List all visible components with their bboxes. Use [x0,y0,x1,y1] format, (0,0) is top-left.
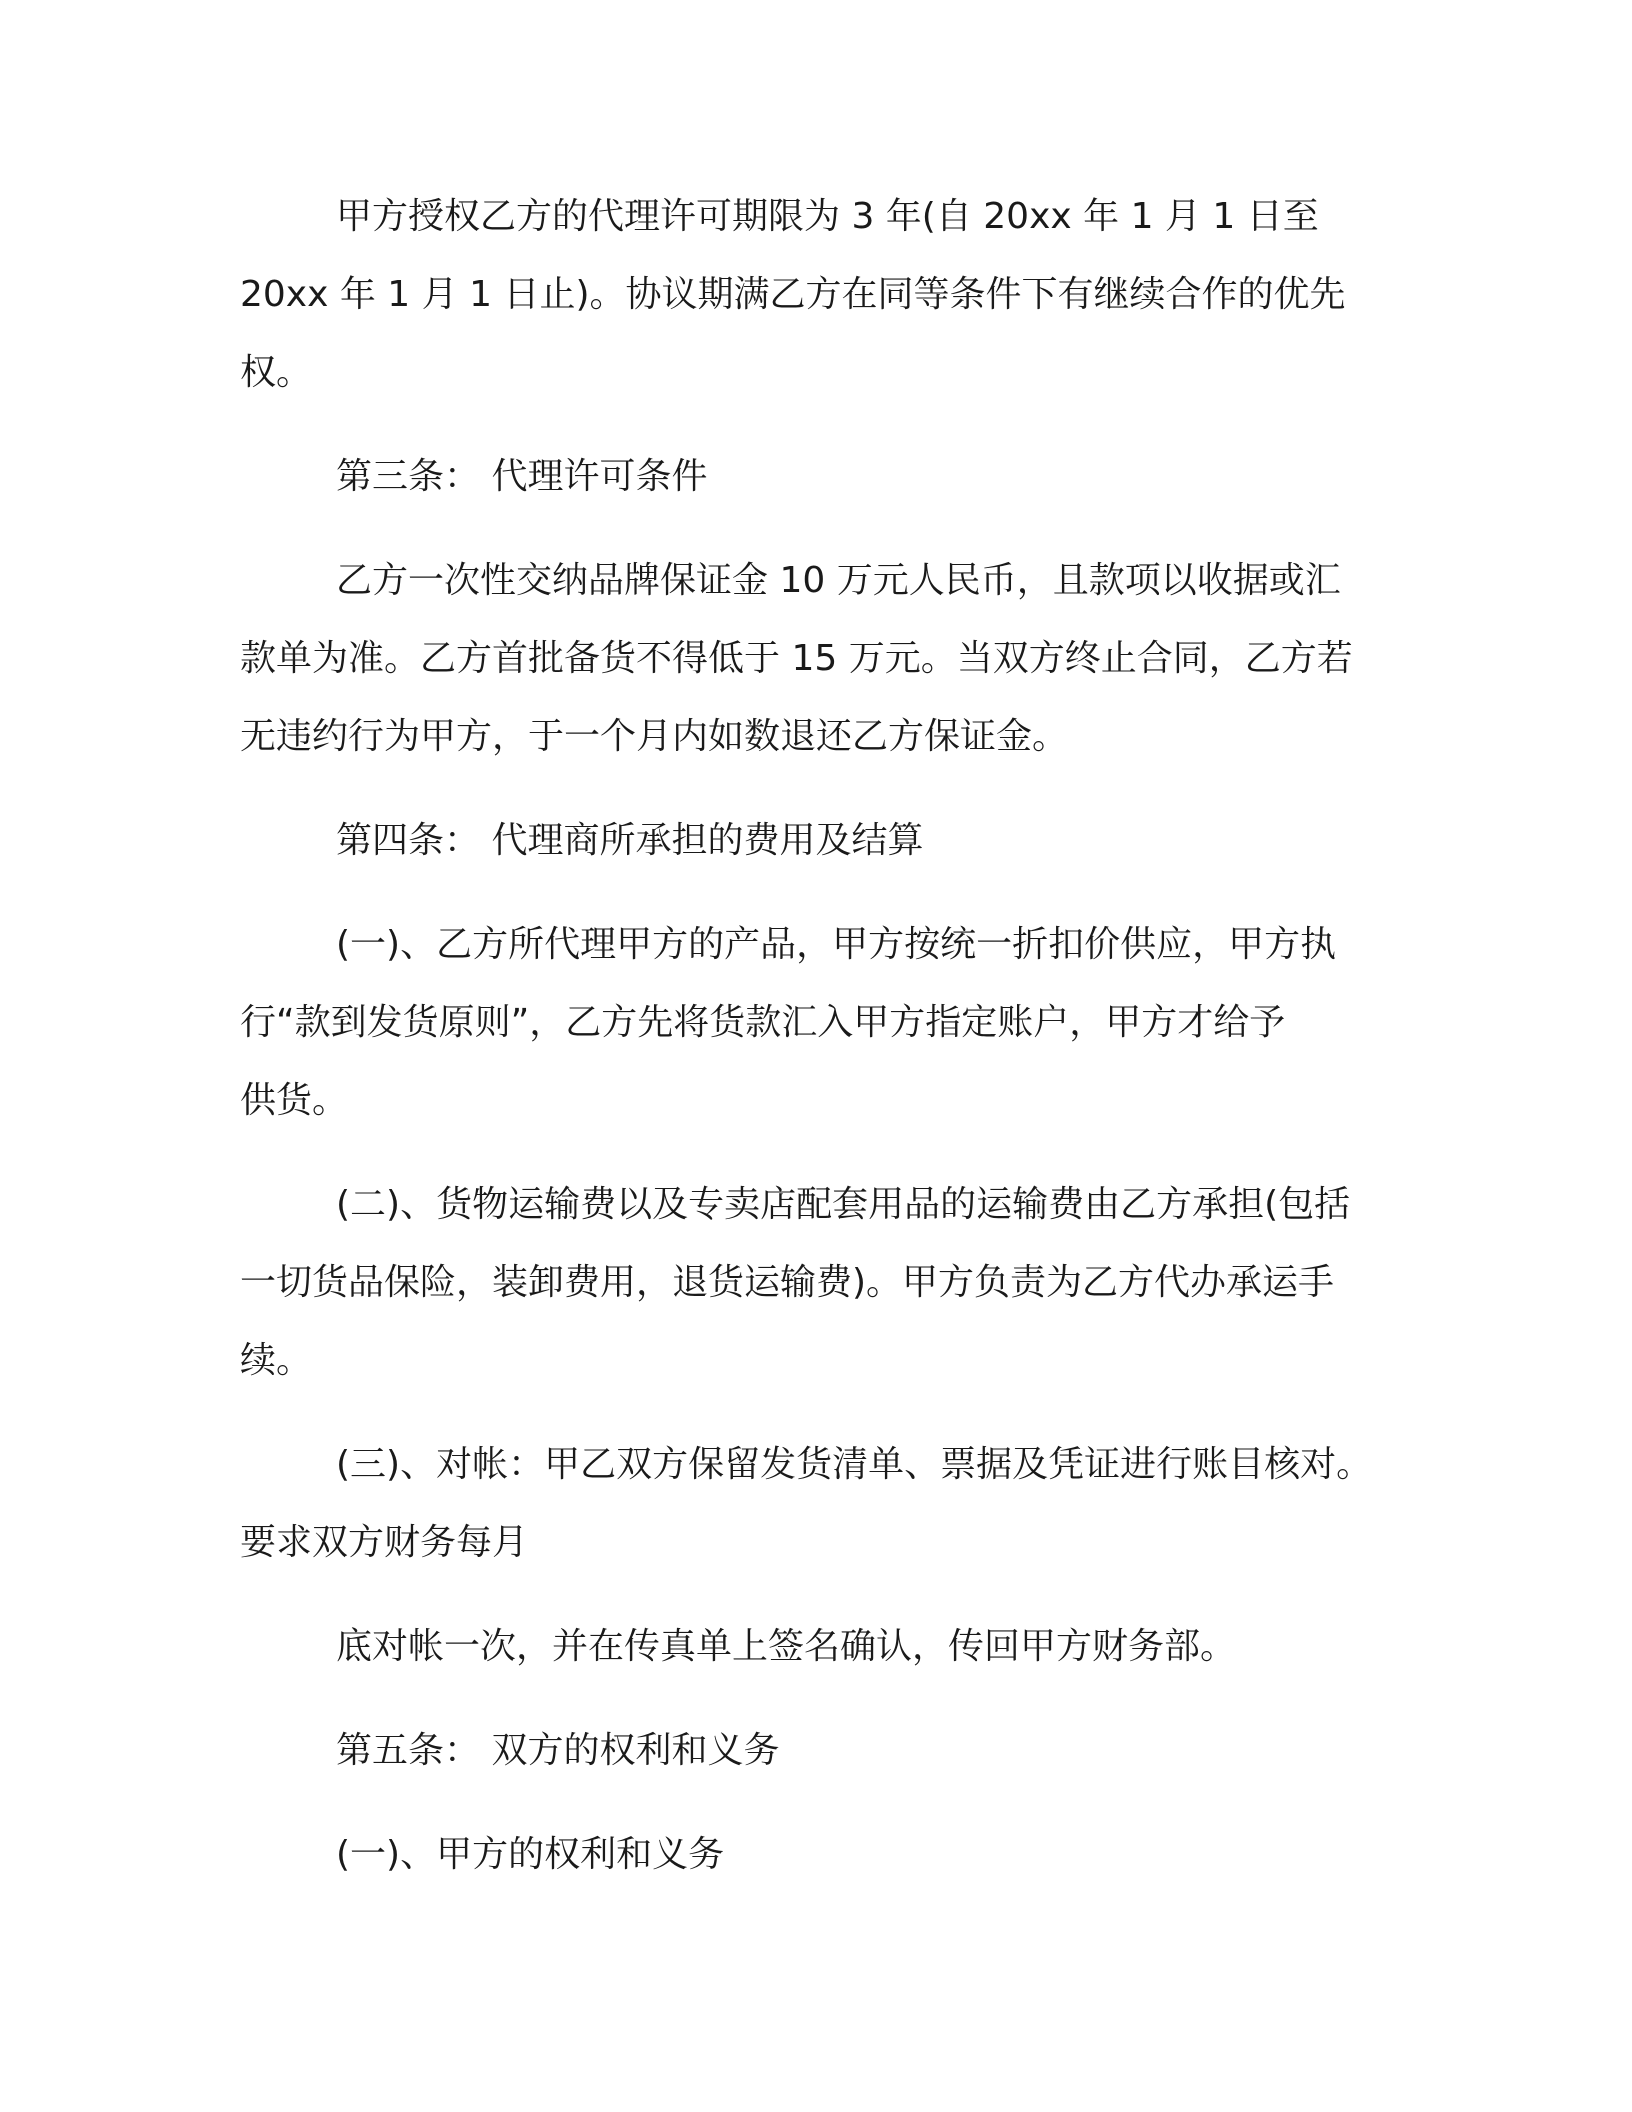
text-line: 底对帐一次，并在传真单上签名确认，传回甲方财务部。 [336,1626,1237,1667]
text-line: 款单为准。乙方首批备货不得低于 15 万元。当双方终止合同，乙方若 [240,638,1353,679]
clause-5-1-heading [240,1816,1400,1894]
heading-text: 第三条： 代理许可条件 [336,456,708,497]
paragraph-deposit [240,542,1400,776]
clause-4-3 [240,1426,1400,1582]
document-body [240,178,1400,1894]
clause-4-3-continued [240,1608,1400,1686]
text-line: 无违约行为甲方，于一个月内如数退还乙方保证金。 [240,716,1069,757]
article-heading-5 [240,1712,1400,1790]
text-line: (三)、对帐：甲乙双方保留发货清单、票据及凭证进行账目核对。 [336,1444,1373,1485]
paragraph-license-term [240,178,1400,412]
heading-text: 第四条： 代理商所承担的费用及结算 [336,820,924,861]
clause-4-2 [240,1166,1400,1400]
text-line: 要求双方财务每月 [240,1522,529,1563]
text-line: (二)、货物运输费以及专卖店配套用品的运输费由乙方承担(包括 [336,1184,1351,1225]
article-heading-4 [240,802,1400,880]
heading-text: (一)、甲方的权利和义务 [336,1834,725,1875]
text-line: 乙方一次性交纳品牌保证金 10 万元人民币，且款项以收据或汇 [336,560,1341,601]
text-line: 20xx 年 1 月 1 日止)。协议期满乙方在同等条件下有继续合作的优先 [240,274,1346,315]
text-line: (一)、乙方所代理甲方的产品，甲方按统一折扣价供应，甲方执 [336,924,1337,965]
article-heading-3 [240,438,1400,516]
heading-text: 第五条： 双方的权利和义务 [336,1730,780,1771]
text-line: 续。 [240,1340,313,1381]
text-line: 行“款到发货原则”，乙方先将货款汇入甲方指定账户，甲方才给予 [240,1002,1286,1043]
text-line: 供货。 [240,1080,349,1121]
clause-4-1 [240,906,1400,1140]
text-line: 甲方授权乙方的代理许可期限为 3 年(自 20xx 年 1 月 1 日至 [336,196,1319,237]
text-line: 一切货品保险，装卸费用，退货运输费)。甲方负责为乙方代办承运手 [240,1262,1335,1303]
text-line: 权。 [240,352,313,393]
